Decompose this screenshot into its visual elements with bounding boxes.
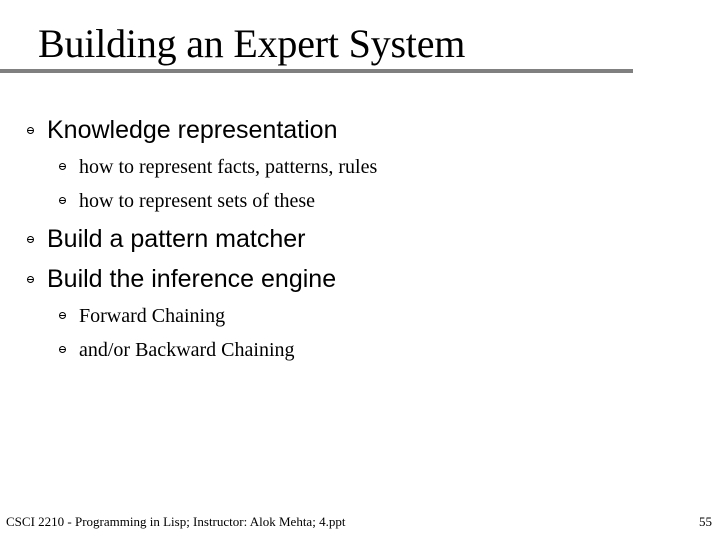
sub-bullet-icon	[59, 197, 66, 204]
bullet-knowledge-representation: Knowledge representation	[47, 116, 338, 144]
footer-course-info: CSCI 2210 - Programming in Lisp; Instructor: Alok Mehta; 4.ppt	[6, 514, 346, 529]
title-underline	[0, 69, 633, 73]
bullet-inference-engine: Build the inference engine	[47, 265, 337, 293]
bullet-icon	[27, 276, 34, 283]
sub-bullet-backward-chaining: and/or Backward Chaining	[79, 339, 295, 361]
sub-bullet-forward-chaining: Forward Chaining	[79, 305, 226, 327]
sub-bullet-icon	[59, 312, 66, 319]
sub-bullet-sets-of-these: how to represent sets of these	[79, 190, 316, 212]
sub-bullet-facts-patterns-rules: how to represent facts, patterns, rules	[79, 156, 378, 178]
sub-bullet-icon	[59, 163, 66, 170]
sub-bullet-icon	[59, 346, 66, 353]
slide-title: Building an Expert System	[38, 21, 466, 66]
bullet-pattern-matcher: Build a pattern matcher	[47, 225, 306, 253]
bullet-icon	[27, 236, 34, 243]
footer-page-number: 55	[699, 514, 712, 529]
bullet-icon	[27, 127, 34, 134]
